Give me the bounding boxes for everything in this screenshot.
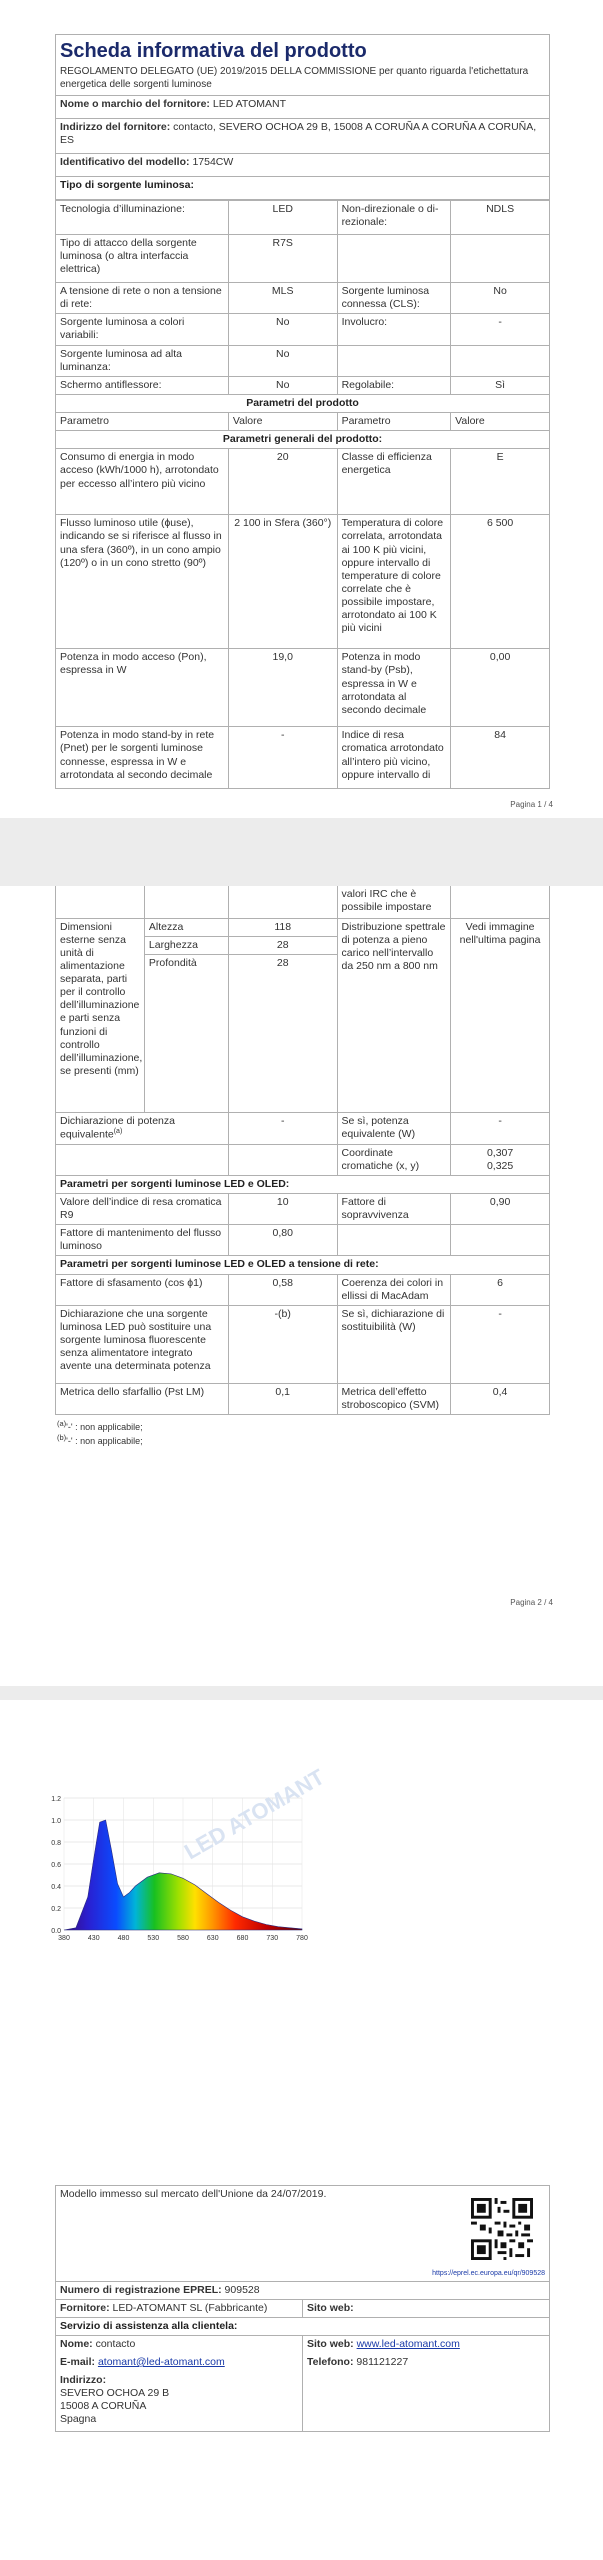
source-type-label: Tipo di sorgente luminosa:	[56, 177, 550, 200]
cell-label: Consumo di energia in modo acceso (kWh/1000 h), arrotondato per eccesso all’intero più vicino	[56, 449, 229, 515]
cell-value: 10	[228, 1193, 337, 1224]
general-title: Parametri generali del prodotto:	[56, 431, 550, 449]
x-tick-label: 780	[296, 1935, 308, 1942]
web-label: Sito web:	[307, 2338, 354, 2351]
supplier-value: LED-ATOMANT SL (Fabbricante)	[112, 2302, 268, 2315]
chroma-x: 0,307	[486, 1146, 514, 1159]
params-title: Parametri del prodotto	[56, 394, 550, 412]
document-title: Scheda informativa del prodotto	[60, 40, 367, 62]
cell-label: Regolabile:	[337, 376, 451, 394]
dim-value: 118	[228, 918, 337, 936]
address-label: Indirizzo:	[60, 2373, 107, 2386]
model-value: 1754CW	[192, 156, 234, 168]
table-row	[56, 201, 550, 235]
chart-watermark: LED ATOMANT	[180, 1764, 329, 1865]
equiv-note-ref: (a)	[113, 1127, 123, 1135]
cell-value: No	[451, 283, 550, 314]
dimensions-label: Dimensioni esterne senza unità di alimentazione separata, parti per il controllo dell’illuminazione e parti senza funzioni di controllo dell’illuminazione, se presenti (mm)	[56, 918, 145, 1112]
col-value: Valore	[228, 413, 337, 431]
eprel-value: 909528	[224, 2284, 260, 2296]
cell-label: Sorgente luminosa ad alta luminanza:	[56, 345, 229, 376]
note-a-ref: (a)	[57, 1419, 67, 1428]
x-tick-label: 730	[266, 1935, 279, 1942]
table-row	[56, 1193, 550, 1224]
name-value: contacto	[95, 2338, 136, 2351]
dims-table	[55, 886, 550, 1415]
table-row	[56, 314, 550, 345]
cell-value: Sì	[451, 376, 550, 394]
cell-value: R7S	[228, 235, 337, 283]
cell-label: Metrica dell’effetto stroboscopico (SVM)	[337, 1383, 451, 1414]
table-row	[56, 1225, 550, 1256]
note-a: '-' : non applicabile;	[66, 1422, 143, 1432]
address-line: Spagna	[60, 2413, 97, 2426]
supplier-value: LED ATOMANT	[212, 98, 286, 110]
table-row	[56, 376, 550, 394]
cell-value: 0,4	[451, 1383, 550, 1414]
cell-label: Involucro:	[337, 314, 451, 345]
table-row	[56, 1383, 550, 1414]
website-label: Sito web:	[307, 2302, 354, 2315]
table-row	[56, 515, 550, 649]
cell-value: MLS	[228, 283, 337, 314]
x-tick-label: 680	[236, 1935, 249, 1942]
cell-label: Fattore di sfasamento (cos ϕ1)	[56, 1274, 229, 1305]
table-row	[56, 345, 550, 376]
table-row	[56, 649, 550, 727]
supplier-label: Fornitore:	[60, 2302, 110, 2315]
spectral-label: Distribuzione spettrale di potenza a pieno carico nell’intervallo da 250 nm a 800 nm	[337, 918, 451, 1112]
col-param: Parametro	[56, 413, 229, 431]
cell-label: Coerenza dei colori in ellissi di MacAdam	[337, 1274, 451, 1305]
name-label: Nome:	[60, 2338, 93, 2351]
cell-value: 6 500	[451, 515, 550, 649]
cell-label: A tensione di rete o non a tensione di rete:	[56, 283, 229, 314]
note-b: '-' : non applicabile;	[66, 1436, 143, 1447]
cell-value	[451, 1225, 550, 1256]
address-line: 15008 A CORUÑA	[60, 2400, 147, 2413]
cell-label: Indice di resa cromatica arrotondato all’intero più vicino, oppure intervallo di	[337, 727, 451, 789]
page-2	[0, 886, 603, 1686]
cell-label: Tecnologia d’illuminazione:	[56, 201, 229, 235]
y-tick-label: 0.0	[51, 1928, 61, 1935]
cell-label: Flusso luminoso utile (ɸuse), indicando se si riferisce al flusso in una sfera (360º), in un cono ampio (120º) o in un cono stretto (90º)	[56, 515, 229, 649]
cell-label: Classe di efficienza energetica	[337, 449, 451, 515]
y-axis-ticks	[51, 1796, 61, 1935]
cell-value: E	[451, 449, 550, 515]
cell-label: Se sì, dichiarazione di sostituibilità (W)	[337, 1305, 451, 1383]
cell-label: Sorgente luminosa connessa (CLS):	[337, 283, 451, 314]
table-row	[56, 727, 550, 789]
web-link[interactable]: www.led-atomant.com	[356, 2338, 460, 2351]
header-table	[55, 34, 550, 200]
model-label: Identificativo del modello:	[60, 156, 190, 168]
phone-label: Telefono:	[307, 2355, 354, 2368]
equiv-label: Dichiarazione di potenza equivalente	[60, 1114, 175, 1141]
cell-label: Temperatura di colore correlata, arrotondata ai 100 K più vicini, oppure intervallo di temperature di colore correlate che è possibile impostare, arrotondato ai 100 K più vicini	[337, 515, 451, 649]
x-axis-ticks	[58, 1935, 308, 1942]
cell-label	[337, 345, 451, 376]
chroma-label: Coordinate cromatiche (x, y)	[337, 1144, 451, 1175]
spectral-value: Vedi immagine nell'ultima pagina	[451, 918, 550, 1112]
x-tick-label: 580	[177, 1935, 189, 1942]
y-tick-label: 0.8	[51, 1840, 61, 1847]
table-row	[56, 449, 550, 515]
cell-label	[337, 1225, 451, 1256]
cri-continuation: valori IRC che è possibile impostare	[337, 886, 451, 918]
cell-value: No	[228, 345, 337, 376]
cell-label	[337, 235, 451, 283]
x-tick-label: 480	[117, 1935, 130, 1942]
service-title: Servizio di assistenza alla clientela:	[56, 2318, 550, 2336]
dim-value: 28	[228, 954, 337, 1112]
y-tick-label: 0.4	[51, 1884, 61, 1891]
dim-value: 28	[228, 936, 337, 954]
mains-title: Parametri per sorgenti luminose LED e OLED a tensione di rete:	[56, 1256, 550, 1274]
x-tick-label: 630	[206, 1935, 219, 1942]
regulation-text: REGOLAMENTO DELEGATO (UE) 2019/2015 DELLA COMMISSIONE per quanto riguarda l'etichettatura energetica delle sorgenti luminose	[60, 66, 529, 90]
page-number: Pagina 2 / 4	[510, 1598, 553, 1607]
cell-value: 2 100 in Sfera (360°)	[228, 515, 337, 649]
page-number: Pagina 1 / 4	[510, 800, 553, 809]
cell-value	[451, 235, 550, 283]
x-tick-label: 430	[87, 1935, 100, 1942]
cell-label: Potenza in modo stand-by in rete (Pnet) per le sorgenti luminose connesse, espressa in W e arrotondata al secondo decimale	[56, 727, 229, 789]
table-row	[56, 235, 550, 283]
equiv-value: -	[228, 1112, 337, 1144]
cell-value: 19,0	[228, 649, 337, 727]
cell-value: 0,90	[451, 1193, 550, 1224]
cell-value: No	[228, 376, 337, 394]
cell-value: LED	[228, 201, 337, 235]
spectral-distribution-chart	[40, 1764, 329, 1950]
col-param: Parametro	[337, 413, 451, 431]
column-header-row	[56, 413, 550, 431]
dim-label: Altezza	[144, 918, 228, 936]
eprel-label: Numero di registrazione EPREL:	[60, 2284, 222, 2296]
email-label: E-mail:	[60, 2355, 96, 2368]
address-line: SEVERO OCHOA 29 B	[60, 2387, 170, 2399]
y-tick-label: 0.2	[51, 1906, 61, 1913]
equiv-w-label: Se sì, potenza equivalente (W)	[337, 1112, 451, 1144]
email-link[interactable]: atomant@led-atomant.com	[97, 2355, 225, 2368]
col-value: Valore	[451, 413, 550, 431]
y-tick-label: 1.0	[51, 1818, 61, 1825]
cell-value: 0,58	[228, 1274, 337, 1305]
cell-label: Non-direzionale o di-rezionale:	[337, 201, 451, 235]
cell-label: Schermo antiflessore:	[56, 376, 229, 394]
x-tick-label: 530	[147, 1935, 160, 1942]
equiv-w-value: -	[451, 1112, 550, 1144]
market-text: Modello immesso sul mercato dell'Unione da 24/07/2019.	[60, 2188, 327, 2200]
cell-value: 0,80	[228, 1225, 337, 1256]
qr-code-icon	[471, 2198, 533, 2260]
source-table	[55, 200, 550, 789]
cell-label: Sorgente luminosa a colori variabili:	[56, 314, 229, 345]
phone-value: 981121227	[356, 2355, 409, 2368]
cell-value: -	[228, 727, 337, 789]
table-row	[56, 1274, 550, 1305]
cell-label: Potenza in modo stand-by (Psb), espressa in W e arrotondata al secondo decimale	[337, 649, 451, 727]
cell-value: -(b)	[228, 1305, 337, 1383]
cell-value: 6	[451, 1274, 550, 1305]
info-table	[55, 2185, 550, 2432]
cell-value: 84	[451, 727, 550, 789]
supplier-label: Nome o marchio del fornitore:	[60, 98, 210, 110]
led-oled-title: Parametri per sorgenti luminose LED e OLED:	[56, 1175, 550, 1193]
address-label: Indirizzo del fornitore:	[60, 121, 171, 133]
cell-label: Potenza in modo acceso (Pon), espressa in W	[56, 649, 229, 727]
cell-value	[451, 345, 550, 376]
address-value: contacto, SEVERO OCHOA 29 B, 15008 A CORUÑA A CORUÑA A CORUÑA, ES	[60, 121, 537, 147]
chroma-y: 0,325	[486, 1159, 514, 1172]
cell-value: -	[451, 1305, 550, 1383]
cell-value: 0,00	[451, 649, 550, 727]
cell-value: NDLS	[451, 201, 550, 235]
cell-value: 0,1	[228, 1383, 337, 1414]
cell-label: Metrica dello sfarfallio (Pst LM)	[56, 1383, 229, 1414]
table-row	[56, 283, 550, 314]
page-3	[0, 1700, 603, 2560]
cell-label: Dichiarazione che una sorgente luminosa LED può sostituire una sorgente luminosa fluorescente senza alimentatore integrato avente una determinata potenza	[56, 1305, 229, 1383]
qr-code[interactable]	[471, 2198, 533, 2260]
cell-label: Valore dell’indice di resa cromatica R9	[56, 1193, 229, 1224]
y-tick-label: 1.2	[51, 1796, 61, 1803]
y-tick-label: 0.6	[51, 1862, 61, 1869]
cell-label: Tipo di attacco della sorgente luminosa (o altra interfaccia elettrica)	[56, 235, 229, 283]
table-row	[56, 1305, 550, 1383]
page-1	[0, 0, 603, 818]
cell-value: -	[451, 314, 550, 345]
note-b-ref: (b)	[57, 1433, 67, 1443]
cell-value: 20	[228, 449, 337, 515]
dim-label: Profondità	[144, 954, 228, 1112]
qr-link[interactable]: https://eprel.ec.europa.eu/qr/909528	[432, 2270, 545, 2278]
cell-label: Fattore di sopravvivenza	[337, 1193, 451, 1224]
cell-label: Fattore di mantenimento del flusso luminoso	[56, 1225, 229, 1256]
cell-value: No	[228, 314, 337, 345]
x-tick-label: 380	[58, 1935, 70, 1942]
dim-label: Larghezza	[144, 936, 228, 954]
